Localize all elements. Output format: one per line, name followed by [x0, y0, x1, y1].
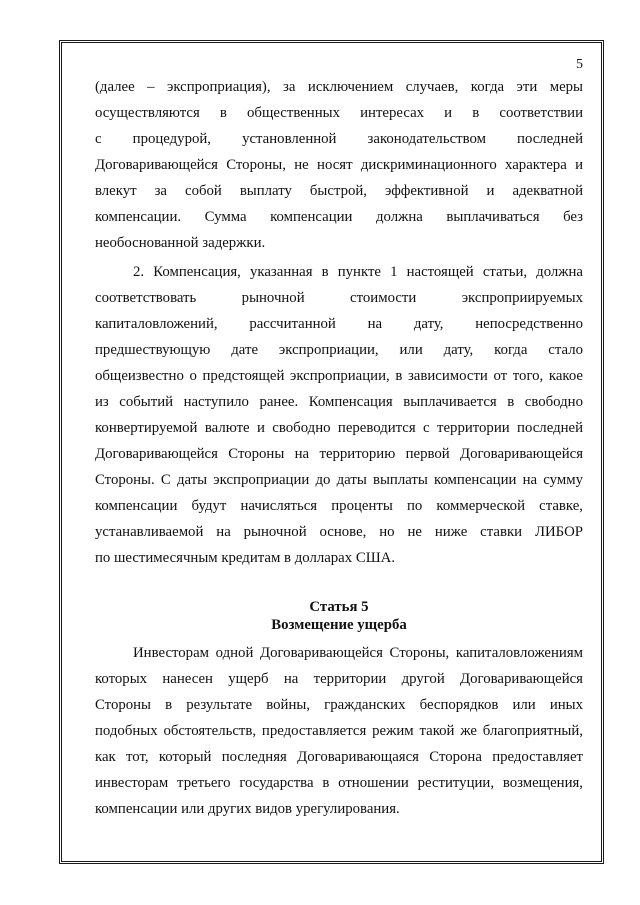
paragraph1-line: необоснованной задержки.: [95, 235, 266, 251]
article5-line: которых нанесен ущерб на территории другой Договаривающейся: [95, 671, 583, 687]
page-number: 5: [576, 57, 583, 72]
paragraph2-line: Стороны. С даты экспроприации до даты выплаты компенсации на сумму: [95, 472, 583, 488]
paragraph2-line: общеизвестно о предстоящей экспроприации, в зависимости от того, какое: [95, 368, 583, 384]
paragraph2-line: компенсации будут начисляться проценты по коммерческой ставке,: [95, 498, 583, 514]
paragraph2-line: предшествующую дате экспроприации, или дату, когда стало: [95, 342, 583, 358]
paragraph1-line: влекут за собой выплату быстрой, эффективной и адекватной: [95, 183, 583, 199]
article5-line: подобных обстоятельств, предоставляется режим такой же благоприятный,: [95, 723, 583, 739]
paragraph1-line: Договаривающейся Стороны, не носят дискриминационного характера и: [95, 157, 583, 173]
paragraph2-line: из событий наступило ранее. Компенсация выплачивается в свободно: [95, 394, 583, 410]
paragraph1-line: (далее – экспроприация), за исключением случаев, когда эти меры: [95, 79, 583, 95]
paragraph2-line: по шестимесячным кредитам в долларах США.: [95, 550, 396, 566]
paragraph1-line: с процедурой, установленной законодательством последней: [95, 131, 583, 147]
article5-line: компенсации или других видов урегулирования.: [95, 801, 400, 817]
paragraph2-line: Договаривающейся Стороны на территорию первой Договаривающейся: [95, 446, 583, 462]
paragraph2-line: соответствовать рыночной стоимости экспроприируемых: [95, 290, 583, 306]
article5-line: инвесторам третьего государства в отношении реституции, возмещения,: [95, 775, 583, 791]
article-number: Статья 5: [309, 599, 369, 615]
article5-line: Стороны в результате войны, гражданских беспорядков или иных: [95, 697, 583, 713]
paragraph2-line: капиталовложений, рассчитанной на дату, непосредственно: [95, 316, 583, 332]
paragraph2-line: устанавливаемой на рыночной основе, но не ниже ставки ЛИБОР: [95, 524, 583, 540]
article-title: Возмещение ущерба: [271, 617, 407, 633]
paragraph1-line: осуществляются в общественных интересах и в соответствии: [95, 105, 583, 121]
paragraph1-line: компенсации. Сумма компенсации должна выплачиваться без: [95, 209, 583, 225]
article5-line: Инвесторам одной Договаривающейся Стороны, капиталовложениям: [133, 645, 583, 661]
paragraph2-line: 2. Компенсация, указанная в пункте 1 настоящей статьи, должна: [133, 264, 583, 280]
article5-line: как тот, который последняя Договаривающаяся Сторона предоставляет: [95, 749, 583, 765]
paragraph2-line: конвертируемой валюте и свободно переводится с территории последней: [95, 420, 583, 436]
